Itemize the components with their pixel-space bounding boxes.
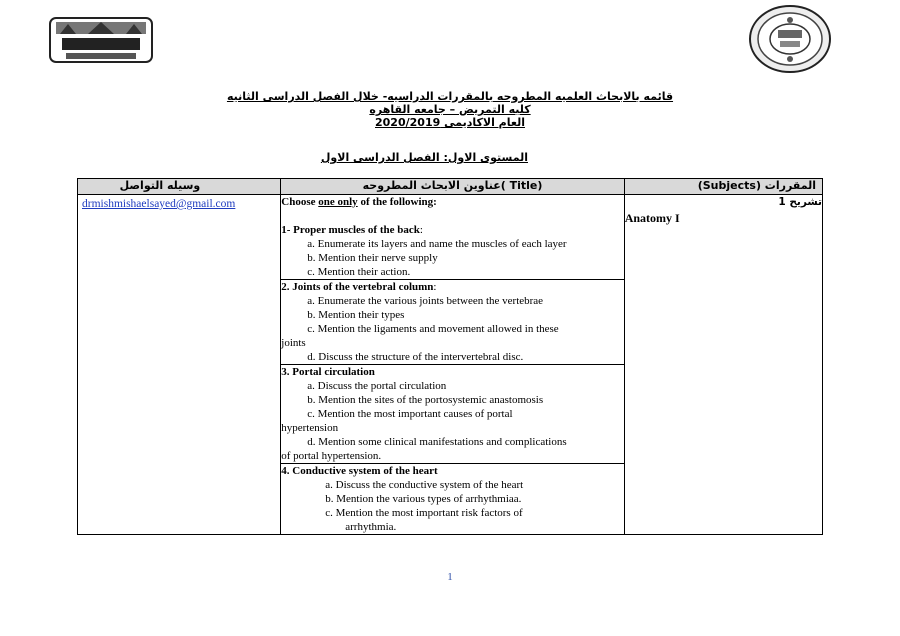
topic-item: hypertension [281,422,339,434]
heading-line-1: قائمه بالابحاث العلميه المطروحه بالمقررات الدراسيه- خلال الفصل الدراسى الثانيه [226,90,674,103]
document-heading [200,90,700,129]
topic-title-suffix: : [433,281,437,293]
topic-item: c. Mention the most important causes of portal [307,408,513,420]
topic-cell-3 [281,365,624,464]
topic-item: c. Mention the most important risk factors of [325,507,523,519]
topic-title: 2. Joints of the vertebral column [281,281,434,293]
page-number: 1 [447,571,453,583]
topic-title: 3. Portal circulation [281,366,375,378]
heading-line-2: كليه التمريض – جامعه القاهره [369,103,531,116]
cairo-university-logo [48,16,154,64]
topic-item: b. Mention their nerve supply [307,252,438,264]
choose-instruction [281,195,623,209]
header-title: عناوين الابحاث المطروحه( Title) [281,179,624,195]
nursing-faculty-seal [748,4,832,74]
topic-item: b. Mention the sites of the portosystemic anastomosis [307,394,544,406]
topic-cell-1 [281,195,624,280]
topic-title: 4. Conductive system of the heart [281,465,438,477]
subject-arabic: تشريح 1 [778,196,822,208]
topic-item: b. Mention the various types of arrhythmiaa. [325,493,522,505]
topic-item: c. Mention their action. [307,266,411,278]
header-subjects: المقررات (Subjects) [624,179,822,195]
topic-cell-2 [281,280,624,365]
topic-item: of portal hypertension. [281,450,382,462]
heading-line-3: العام الاكاديمى 2020/2019 [375,116,525,129]
topic-item: joints [281,337,306,349]
choose-suffix: of the following: [357,196,437,208]
table-row [78,195,823,280]
topic-item: arrhythmia. [345,521,397,533]
table-header-row [78,179,823,195]
topic-item: c. Mention the ligaments and movement allowed in these [307,323,559,335]
topic-title-suffix: : [419,224,423,236]
contact-email-link[interactable]: drmishmishaelsayed@gmail.com [82,198,236,210]
topic-item: a. Discuss the portal circulation [307,380,447,392]
level-semester-title: المستوى الاول: الفصل الدراسى الاول [320,151,528,164]
topic-item: a. Enumerate the various joints between the vertebrae [307,295,544,307]
topic-title: 1- Proper muscles of the back [281,224,420,236]
topic-item: a. Discuss the conductive system of the heart [325,479,524,491]
topic-cell-4 [281,464,624,535]
topic-item: d. Discuss the structure of the intervertebral disc. [307,351,524,363]
topic-item: b. Mention their types [307,309,405,321]
choose-prefix: Choose [281,196,319,208]
subject-cell [624,195,822,535]
research-topics-table [77,178,823,535]
contact-cell [78,195,281,535]
topic-item: a. Enumerate its layers and name the muscles of each layer [307,238,567,250]
choose-emphasis: one only [318,196,358,208]
subject-english: Anatomy I [624,211,680,225]
topic-item: d. Mention some clinical manifestations and complications [307,436,567,448]
header-contact: وسيله التواصل [78,179,281,195]
